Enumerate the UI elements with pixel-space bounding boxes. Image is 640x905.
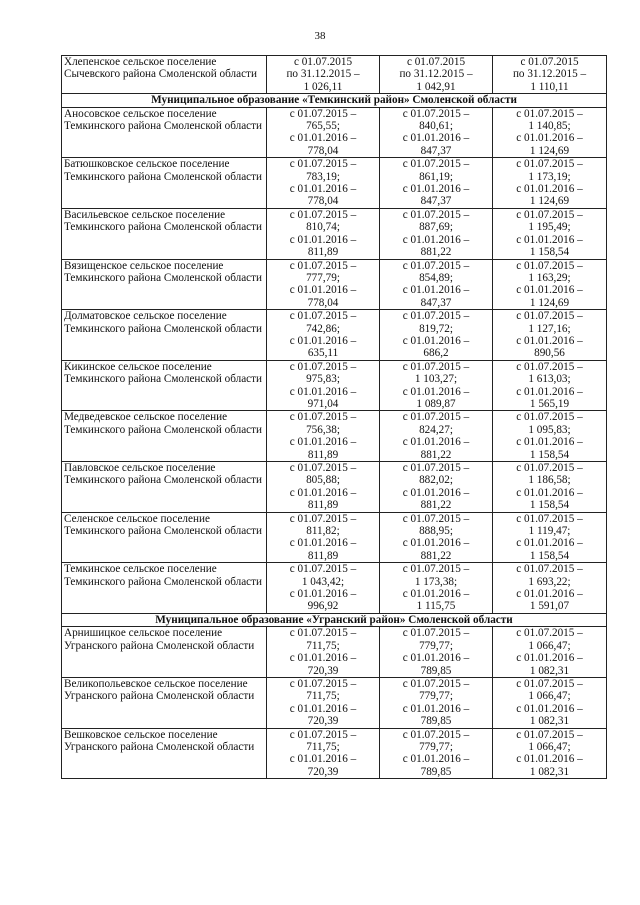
- tariff-cell: [267, 310, 380, 361]
- tariff-line: по 31.12.2015 –: [286, 68, 360, 81]
- tariff-line: с 01.01.2016 –: [402, 183, 470, 196]
- table-row: [62, 677, 607, 728]
- tariff-line: 1 173,38;: [414, 575, 458, 588]
- tariff-cell: [267, 107, 380, 158]
- tariff-line: с 01.01.2016 –: [516, 385, 583, 398]
- tariff-line: с 01.07.2015 –: [289, 310, 357, 323]
- tariff-line: с 01.07.2015 –: [289, 259, 357, 272]
- tariff-cell: [493, 259, 607, 310]
- tariff-cell: [267, 627, 380, 678]
- settlement-name: Павловское сельское поселение Темкинского района Смоленской области: [62, 462, 267, 513]
- tariff-line: с 01.01.2016 –: [289, 132, 357, 145]
- tariff-cell: [493, 627, 607, 678]
- tariff-line: 890,56: [534, 347, 565, 360]
- tariff-line: 1 158,54: [529, 499, 570, 512]
- table-row: [62, 259, 607, 310]
- tariff-line: с 01.07.2015 –: [402, 627, 470, 640]
- tariff-line: 811,89: [307, 448, 339, 461]
- settlement-name: Кикинское сельское поселение Темкинского района Смоленской области: [62, 360, 267, 411]
- tariff-line: с 01.01.2016 –: [402, 652, 470, 665]
- tariff-line: 811,89: [307, 549, 339, 562]
- tariff-line: 1 158,54: [529, 246, 570, 259]
- tariff-line: 789,85: [420, 715, 452, 728]
- tariff-line: с 01.07.2015 –: [516, 107, 583, 120]
- tariff-line: с 01.01.2016 –: [516, 753, 583, 766]
- page-number: 38: [314, 30, 326, 42]
- tariff-line: с 01.01.2016 –: [402, 233, 470, 246]
- tariff-line: 805,88;: [306, 474, 340, 487]
- tariff-cell: [380, 208, 493, 259]
- tariff-line: 1 026,11: [303, 80, 343, 93]
- tariff-line: 881,22: [420, 246, 452, 259]
- table-row: [62, 158, 607, 209]
- tariff-line: с 01.07.2015 –: [516, 310, 583, 323]
- tariff-cell: [267, 259, 380, 310]
- tariff-line: с 01.01.2016 –: [516, 588, 583, 601]
- tariff-line: с 01.07.2015 –: [289, 411, 357, 424]
- tariff-line: 1 082,31: [529, 715, 570, 728]
- tariff-cell: [493, 677, 607, 728]
- tariff-line: с 01.07.2015 –: [516, 677, 583, 690]
- tariff-cell: [380, 728, 493, 779]
- tariff-line: с 01.01.2016 –: [402, 385, 470, 398]
- tariff-table-body: [62, 56, 607, 779]
- tariff-line: с 01.01.2016 –: [402, 753, 470, 766]
- tariff-line: 1 110,11: [530, 80, 569, 93]
- section-title: Муниципальное образование «Темкинский район» Смоленской области: [62, 94, 607, 107]
- tariff-line: 887,69;: [419, 221, 453, 234]
- tariff-line: 711,75;: [306, 740, 340, 753]
- table-row: [62, 107, 607, 158]
- table-row: [62, 627, 607, 678]
- tariff-line: с 01.01.2016 –: [516, 537, 583, 550]
- tariff-line: 1 613,03;: [528, 373, 571, 386]
- tariff-cell: [380, 411, 493, 462]
- settlement-name: Великопольевское сельское поселение Угранского района Смоленской области: [62, 677, 267, 728]
- tariff-line: 1 089,87: [416, 397, 456, 410]
- tariff-line: с 01.01.2016 –: [289, 436, 357, 449]
- tariff-cell: [493, 512, 607, 563]
- tariff-line: 1 066,47;: [528, 639, 571, 652]
- tariff-line: 789,85: [420, 765, 452, 778]
- tariff-line: 861,19;: [419, 170, 453, 183]
- tariff-line: с 01.07.2015 –: [289, 563, 357, 576]
- settlement-name: Васильевское сельское поселение Темкинского района Смоленской области: [62, 208, 267, 259]
- tariff-line: с 01.07.2015 –: [402, 677, 470, 690]
- table-row: [62, 512, 607, 563]
- tariff-line: 1 565,19: [529, 397, 570, 410]
- tariff-line: с 01.01.2016 –: [516, 132, 583, 145]
- tariff-cell: [267, 411, 380, 462]
- tariff-line: с 01.01.2016 –: [402, 486, 470, 499]
- tariff-cell: [267, 208, 380, 259]
- tariff-line: с 01.01.2016 –: [402, 132, 470, 145]
- settlement-name: Аносовское сельское поселение Темкинского района Смоленской области: [62, 107, 267, 158]
- tariff-line: с 01.07.2015 –: [516, 259, 583, 272]
- section-header-row: [62, 94, 607, 107]
- tariff-line: 1 195,49;: [528, 221, 571, 234]
- tariff-cell: [380, 462, 493, 513]
- tariff-cell: [493, 310, 607, 361]
- settlement-name: Батюшковское сельское поселение Темкинского района Смоленской области: [62, 158, 267, 209]
- tariff-line: 1 043,42;: [301, 575, 345, 588]
- tariff-cell: [493, 107, 607, 158]
- tariff-cell: [493, 462, 607, 513]
- tariff-cell: [380, 107, 493, 158]
- table-row: [62, 462, 607, 513]
- tariff-cell: [267, 462, 380, 513]
- tariff-line: с 01.07.2015 –: [516, 208, 583, 221]
- tariff-line: 1 173,19;: [528, 170, 571, 183]
- tariff-cell: [380, 512, 493, 563]
- tariff-line: с 01.01.2016 –: [289, 486, 357, 499]
- tariff-line: 711,75;: [306, 690, 340, 703]
- table-row: [62, 411, 607, 462]
- settlement-name: Вешковское сельское поселение Угранского района Смоленской области: [62, 728, 267, 779]
- settlement-name: Вязищенское сельское поселение Темкинского района Смоленской области: [62, 259, 267, 310]
- tariff-line: 778,04: [307, 195, 339, 208]
- tariff-line: 1 186,58;: [528, 474, 571, 487]
- tariff-line: с 01.01.2016 –: [402, 537, 470, 550]
- tariff-line: 1 591,07: [529, 600, 570, 613]
- tariff-line: с 01.07.2015 –: [516, 462, 583, 474]
- tariff-line: с 01.01.2016 –: [402, 436, 470, 449]
- tariff-line: с 01.07.2015: [293, 56, 353, 68]
- tariff-line: с 01.01.2016 –: [516, 486, 583, 499]
- tariff-line: с 01.07.2015 –: [402, 310, 470, 323]
- tariff-line: 1 115,75: [416, 600, 456, 613]
- table-row: [62, 56, 607, 94]
- tariff-line: 811,82;: [306, 525, 340, 538]
- tariff-line: 1 693,22;: [528, 575, 571, 588]
- tariff-line: с 01.01.2016 –: [289, 753, 357, 766]
- tariff-line: с 01.07.2015 –: [402, 107, 470, 120]
- tariff-line: 1 158,54: [529, 448, 570, 461]
- tariff-cell: [267, 728, 380, 779]
- tariff-line: с 01.07.2015: [520, 56, 579, 68]
- tariff-line: с 01.01.2016 –: [516, 233, 583, 246]
- tariff-line: 1 042,91: [416, 80, 456, 93]
- tariff-line: 765,55;: [306, 120, 340, 133]
- tariff-line: 720,39: [307, 765, 339, 778]
- tariff-cell: [493, 563, 607, 614]
- tariff-line: 996,92: [307, 600, 339, 613]
- settlement-name: Медведевское сельское поселение Темкинского района Смоленской области: [62, 411, 267, 462]
- tariff-line: 1 124,69: [529, 195, 570, 208]
- table-row: [62, 728, 607, 779]
- tariff-line: по 31.12.2015 –: [399, 68, 473, 81]
- tariff-line: 881,22: [420, 549, 452, 562]
- table-row: [62, 360, 607, 411]
- tariff-line: с 01.01.2016 –: [402, 284, 470, 297]
- tariff-line: 1 127,16;: [528, 322, 571, 335]
- tariff-line: 847,37: [420, 195, 452, 208]
- tariff-cell: [267, 512, 380, 563]
- tariff-line: с 01.07.2015 –: [402, 411, 470, 424]
- tariff-line: с 01.07.2015 –: [289, 360, 357, 373]
- tariff-line: 779,77;: [419, 690, 453, 703]
- tariff-line: 1 140,85;: [528, 120, 571, 133]
- tariff-cell: [267, 563, 380, 614]
- tariff-line: с 01.07.2015 –: [516, 728, 583, 741]
- tariff-line: 881,22: [420, 499, 452, 512]
- tariff-line: 811,89: [307, 499, 339, 512]
- tariff-line: с 01.07.2015 –: [402, 158, 470, 171]
- settlement-name: Арнишицкое сельское поселение Угранского района Смоленской области: [62, 627, 267, 678]
- tariff-line: 779,77;: [419, 740, 453, 753]
- tariff-line: 811,89: [307, 246, 339, 259]
- tariff-cell: [380, 563, 493, 614]
- tariff-line: с 01.01.2016 –: [516, 436, 583, 449]
- tariff-line: с 01.01.2016 –: [516, 284, 583, 297]
- tariff-line: с 01.01.2016 –: [289, 537, 357, 550]
- tariff-line: с 01.01.2016 –: [289, 334, 357, 347]
- tariff-cell: [493, 411, 607, 462]
- tariff-table: [61, 55, 607, 779]
- tariff-line: 854,89;: [419, 271, 453, 284]
- tariff-cell: [380, 310, 493, 361]
- tariff-cell: [493, 360, 607, 411]
- tariff-line: 742,86;: [306, 322, 340, 335]
- tariff-line: с 01.01.2016 –: [289, 385, 357, 398]
- tariff-line: 635,11: [307, 347, 339, 360]
- tariff-line: 819,72;: [419, 322, 453, 335]
- tariff-line: с 01.07.2015 –: [289, 512, 357, 525]
- tariff-line: по 31.12.2015 –: [512, 68, 587, 81]
- tariff-line: с 01.01.2016 –: [289, 702, 357, 715]
- tariff-line: 783,19;: [306, 170, 340, 183]
- tariff-line: 1 066,47;: [528, 690, 571, 703]
- tariff-line: с 01.07.2015 –: [516, 512, 583, 525]
- tariff-line: с 01.07.2015 –: [402, 208, 470, 221]
- tariff-line: 779,77;: [419, 639, 453, 652]
- tariff-line: с 01.07.2015 –: [516, 360, 583, 373]
- tariff-cell: [380, 56, 493, 94]
- tariff-line: с 01.07.2015 –: [289, 627, 357, 640]
- tariff-line: 720,39: [307, 715, 339, 728]
- tariff-line: с 01.07.2015 –: [402, 462, 470, 474]
- tariff-line: 975,83;: [306, 373, 340, 386]
- tariff-line: с 01.07.2015: [406, 56, 466, 68]
- tariff-line: 810,74;: [306, 221, 340, 234]
- tariff-line: с 01.07.2015 –: [516, 411, 583, 424]
- tariff-line: 778,04: [307, 296, 339, 309]
- tariff-line: 720,39: [307, 664, 339, 677]
- section-header-row: [62, 613, 607, 626]
- tariff-line: с 01.07.2015 –: [289, 677, 357, 690]
- settlement-name: Темкинское сельское поселение Темкинского района Смоленской области: [62, 563, 267, 614]
- tariff-cell: [380, 677, 493, 728]
- settlement-name: Хлепенское сельское поселение Сычевского района Смоленской области: [62, 56, 267, 94]
- tariff-line: 1 066,47;: [528, 740, 571, 753]
- section-title: Муниципальное образование «Угранский район» Смоленской области: [62, 613, 607, 626]
- tariff-line: 840,61;: [419, 120, 453, 133]
- tariff-cell: [267, 677, 380, 728]
- tariff-line: с 01.07.2015 –: [402, 728, 470, 741]
- tariff-line: с 01.07.2015 –: [289, 728, 357, 741]
- tariff-line: 888,95;: [419, 525, 453, 538]
- tariff-line: с 01.07.2015 –: [289, 462, 357, 474]
- tariff-line: 882,02;: [419, 474, 453, 487]
- tariff-line: с 01.01.2016 –: [289, 233, 357, 246]
- tariff-line: 1 124,69: [529, 144, 570, 157]
- tariff-line: с 01.01.2016 –: [289, 588, 357, 601]
- tariff-line: с 01.07.2015 –: [289, 208, 357, 221]
- tariff-line: с 01.07.2015 –: [402, 512, 470, 525]
- tariff-cell: [493, 56, 607, 94]
- tariff-cell: [267, 158, 380, 209]
- tariff-line: 881,22: [420, 448, 452, 461]
- tariff-line: с 01.01.2016 –: [289, 284, 357, 297]
- tariff-line: с 01.07.2015 –: [289, 158, 357, 171]
- tariff-line: с 01.01.2016 –: [289, 183, 357, 196]
- tariff-cell: [267, 360, 380, 411]
- tariff-line: 1 095,83;: [528, 423, 571, 436]
- tariff-line: с 01.07.2015 –: [402, 563, 470, 576]
- tariff-cell: [380, 627, 493, 678]
- tariff-line: с 01.01.2016 –: [516, 183, 583, 196]
- tariff-line: 1 124,69: [529, 296, 570, 309]
- tariff-cell: [493, 728, 607, 779]
- tariff-line: 1 082,31: [529, 765, 570, 778]
- settlement-name: Селенское сельское поселение Темкинского района Смоленской области: [62, 512, 267, 563]
- settlement-name: Долматовское сельское поселение Темкинского района Смоленской области: [62, 310, 267, 361]
- tariff-line: 686,2: [423, 347, 449, 360]
- table-row: [62, 563, 607, 614]
- tariff-cell: [380, 360, 493, 411]
- tariff-line: с 01.01.2016 –: [402, 588, 470, 601]
- tariff-line: с 01.07.2015 –: [516, 563, 583, 576]
- tariff-line: с 01.01.2016 –: [402, 334, 470, 347]
- tariff-line: с 01.01.2016 –: [516, 652, 583, 665]
- tariff-line: с 01.07.2015 –: [516, 627, 583, 640]
- tariff-line: с 01.07.2015 –: [402, 259, 470, 272]
- tariff-cell: [380, 259, 493, 310]
- tariff-line: 756,38;: [306, 423, 340, 436]
- tariff-line: с 01.07.2015 –: [402, 360, 470, 373]
- tariff-line: с 01.07.2015 –: [289, 107, 357, 120]
- tariff-line: 778,04: [307, 144, 339, 157]
- tariff-cell: [380, 158, 493, 209]
- table-row: [62, 310, 607, 361]
- table-row: [62, 208, 607, 259]
- tariff-line: с 01.01.2016 –: [516, 702, 583, 715]
- tariff-line: 824,27;: [419, 423, 453, 436]
- tariff-line: 789,85: [420, 664, 452, 677]
- tariff-line: с 01.01.2016 –: [516, 334, 583, 347]
- tariff-line: 777,79;: [306, 271, 340, 284]
- tariff-line: 1 082,31: [529, 664, 570, 677]
- tariff-line: 1 158,54: [529, 549, 570, 562]
- tariff-line: с 01.01.2016 –: [289, 652, 357, 665]
- tariff-cell: [493, 208, 607, 259]
- tariff-line: с 01.07.2015 –: [516, 158, 583, 171]
- tariff-cell: [493, 158, 607, 209]
- tariff-line: 1 103,27;: [414, 373, 458, 386]
- tariff-line: 1 119,47;: [528, 525, 571, 538]
- tariff-line: 971,04: [307, 397, 339, 410]
- tariff-line: 1 163,29;: [528, 271, 571, 284]
- tariff-line: 711,75;: [306, 639, 340, 652]
- tariff-line: 847,37: [420, 296, 452, 309]
- tariff-cell: [267, 56, 380, 94]
- tariff-line: с 01.01.2016 –: [402, 702, 470, 715]
- tariff-line: 847,37: [420, 144, 452, 157]
